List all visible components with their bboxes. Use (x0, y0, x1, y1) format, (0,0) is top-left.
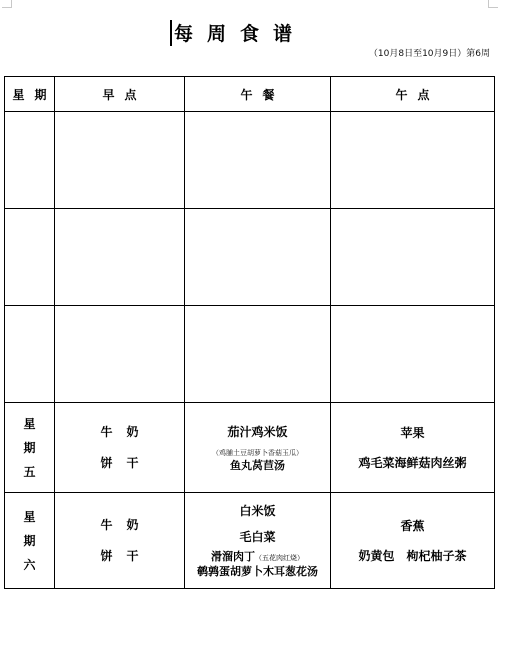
table-row (5, 112, 495, 209)
snack-cell-saturday[interactable] (331, 493, 495, 589)
lunch-soup: 鹌鹑蛋胡萝卜木耳葱花汤 (197, 565, 318, 578)
breakfast-item: 饼干 (100, 548, 153, 563)
weekday-cell-friday[interactable]: 星 期 五 (5, 403, 55, 493)
table-cell[interactable] (331, 306, 495, 403)
table-cell[interactable] (185, 112, 331, 209)
header-lunch[interactable]: 午餐 (185, 77, 331, 112)
table-cell[interactable] (55, 209, 185, 306)
header-row (5, 77, 495, 112)
breakfast-item: 牛奶 (100, 424, 153, 439)
table-cell[interactable] (55, 306, 185, 403)
snack-item: 鸡毛菜海鲜菇肉丝粥 (358, 455, 467, 470)
breakfast-cell-saturday[interactable] (55, 493, 185, 589)
table-row-saturday (5, 493, 495, 589)
header-weekday[interactable]: 星期 (5, 77, 55, 112)
header-breakfast[interactable]: 早点 (55, 77, 185, 112)
snack-fruit: 香蕉 (400, 518, 425, 533)
breakfast-cell-friday[interactable] (55, 403, 185, 493)
table-row-friday (5, 403, 495, 493)
table-cell[interactable] (185, 306, 331, 403)
page-corner-mark-left (2, 0, 12, 8)
lunch-cell-friday[interactable] (185, 403, 331, 493)
lunch-ingredients-note: （鸡脯土豆胡萝卜香菇玉瓜） (212, 448, 303, 457)
weekly-menu-table (4, 76, 495, 589)
snack-item: 奶黄包 枸杞柚子茶 (358, 548, 467, 563)
table-cell[interactable] (5, 112, 55, 209)
table-cell[interactable] (5, 209, 55, 306)
lunch-cell-saturday[interactable] (185, 493, 331, 589)
table-cell[interactable] (331, 209, 495, 306)
snack-cell-friday[interactable] (331, 403, 495, 493)
table-cell[interactable] (55, 112, 185, 209)
lunch-dish: 滑溜肉丁（五花肉红烧） (211, 550, 304, 563)
table-row (5, 209, 495, 306)
lunch-main: 白米饭 (239, 504, 276, 518)
table-cell[interactable] (331, 112, 495, 209)
lunch-vegetable: 毛白菜 (239, 530, 276, 544)
date-range-subtitle[interactable]: （10月8日至10月9日）第6周 (368, 49, 490, 59)
snack-fruit: 苹果 (400, 425, 425, 440)
weekday-cell-saturday[interactable]: 星 期 六 (5, 493, 55, 589)
page-title[interactable]: 每周食谱 (174, 23, 307, 45)
breakfast-item: 饼干 (100, 455, 153, 470)
breakfast-item: 牛奶 (100, 517, 153, 532)
lunch-main: 茄汁鸡米饭 (227, 424, 288, 439)
table-row (5, 306, 495, 403)
table-cell[interactable] (5, 306, 55, 403)
lunch-soup: 鱼丸莴苣汤 (230, 458, 285, 472)
page-corner-mark-right (488, 0, 498, 8)
table-cell[interactable] (185, 209, 331, 306)
text-cursor (170, 20, 172, 46)
header-snack[interactable]: 午点 (331, 77, 495, 112)
